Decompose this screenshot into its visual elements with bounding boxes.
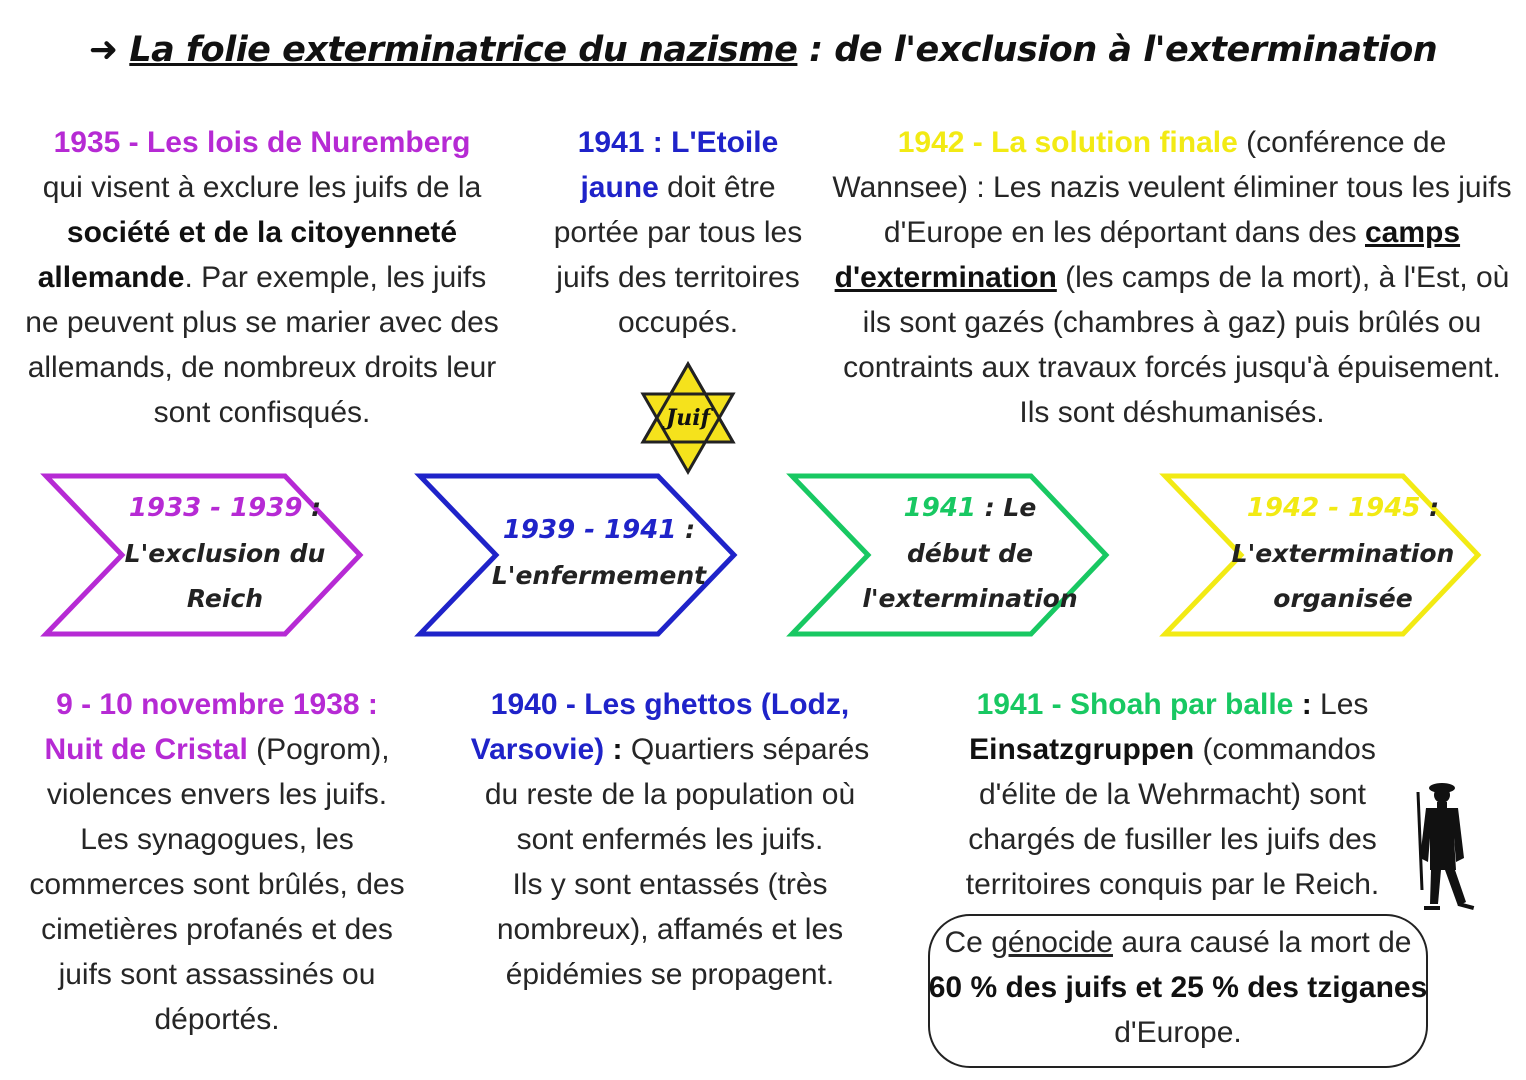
shoah-heading: 1941 - Shoah par balle [976,688,1294,721]
arrow-2-label: 1939 - 1941 : L'enfermement [491,515,707,590]
kristallnacht-block: 9 - 10 novembre 1938 : Nuit de Cristal (Pogrom), violences envers les juifs. Les synagogues, les commerces sont brûlés, des cimetières profanés et des juifs sont assassinés ou déportés. [29,688,405,1036]
kristallnacht-heading: 9 - 10 novembre 1938 : [56,688,378,721]
arrow-3-label: 1941 : Le début de l'extermination [862,493,1078,613]
soldier-silhouette-icon [1410,778,1476,912]
title-rest: : de l'exclusion à l'extermination [797,30,1438,70]
title-main: La folie exterminatrice du nazisme [129,30,798,70]
ghettos-block: 1940 - Les ghettos (Lodz, Varsovie) : Quartiers séparés du reste de la population où sont enfermés les juifs. Ils y sont entassés (très nombreux), affamés et les épidémies se propagent. [470,688,870,991]
nuremberg-heading: 1935 - Les lois de Nuremberg [53,126,471,159]
final-solution-heading: 1942 - La solution finale [897,126,1238,159]
nuremberg-laws-block: 1935 - Les lois de Nuremberg qui visent à exclure les juifs de la société et de la citoyenneté allemande. Par exemple, les juifs ne peuvent plus se marier avec des allemands, de nombreux droits leur sont confisqués. [25,126,499,429]
star-label: Juif [665,405,711,431]
yellow-star-block: 1941 : L'Etoile jaune doit être portée par tous les juifs des territoires occupés. [553,126,803,339]
yellow-star-heading: 1941 : L'Etoile jaune [577,126,779,204]
title-arrow: ➜ [88,30,118,70]
final-solution-block: 1942 - La solution finale (conférence de Wannsee) : Les nazis veulent éliminer tous les juifs d'Europe en les déportant dans des camps d'extermination (les camps de la mort), à l'Est, où ils sont gazés (chambres à gaz) puis brûlés ou contraints aux travaux forcés jusqu'à épuisement. Ils sont déshumanisés. [832,126,1512,429]
ghettos-heading: 1940 - Les ghettos (Lodz, Varsovie) [470,688,850,766]
shoah-by-bullets-block: 1941 - Shoah par balle : Les Einsatzgruppen (commandos d'élite de la Wehrmacht) sont chargés de fusiller les juifs des territoires conquis par le Reich. [965,688,1380,901]
genocide-summary-text: Ce génocide aura causé la mort de 60 % des juifs et 25 % des tziganes d'Europe. [928,926,1428,1049]
arrow-1-label: 1933 - 1939 : L'exclusion du Reich [124,493,326,613]
arrow-4-label: 1942 - 1945 : L'extermination organisée [1231,493,1455,613]
